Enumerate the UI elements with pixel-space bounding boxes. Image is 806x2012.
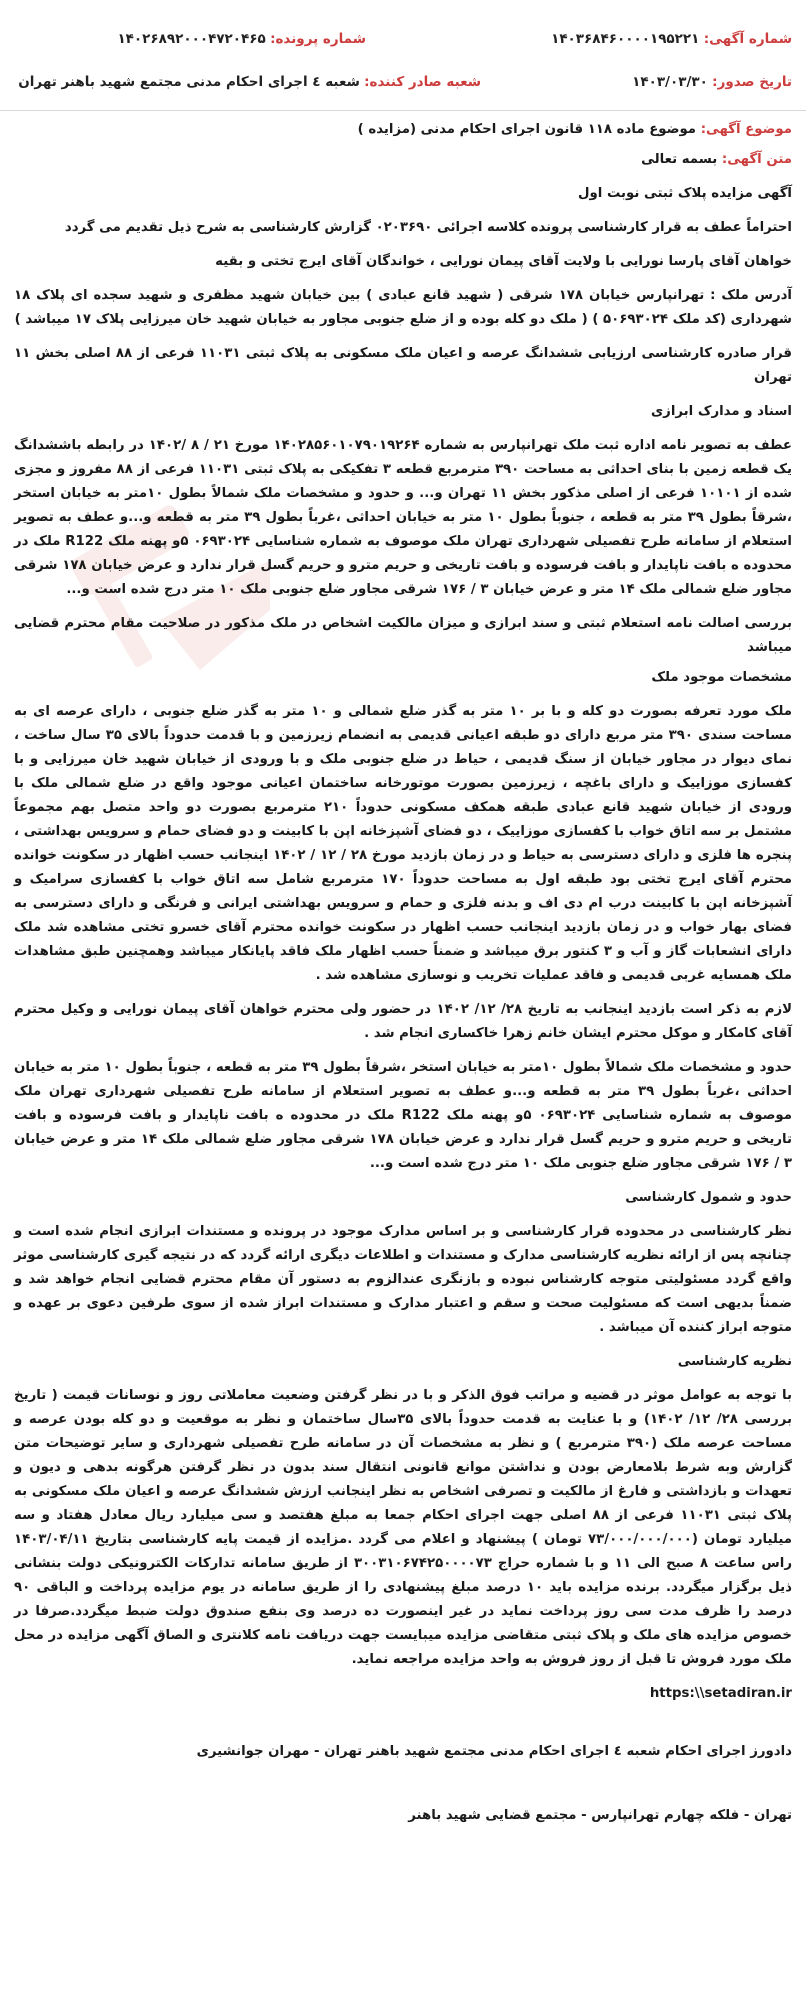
para-title: آگهی مزایده پلاک ثبتی نوبت اول: [577, 186, 792, 201]
text-label: متن آگهی:: [721, 152, 792, 167]
heading-property-specs: مشخصات موجود ملک: [651, 670, 792, 685]
notice-number-label: شماره آگهی:: [703, 31, 792, 47]
notice-number: ۱۴۰۳۶۸۴۶۰۰۰۰۱۹۵۲۲۱: [551, 31, 700, 47]
issue-date-label: تاریخ صدور:: [712, 74, 792, 90]
setadiran-link[interactable]: https:\\setadiran.ir: [649, 1686, 792, 1701]
para-property-specs: ملک مورد تعرفه بصورت دو کله و با بر ۱۰ متر به گذر ضلع شمالی و ۱۰ متر به گذر ضلع جنوبی ، دارای عرصه ای به مساحت سندی ۳۹۰ متر مربع دارای دو طبقه اعیانی قدیمی به انضمام زیرزمین و با قدمت حدوداً بالای ۳۵ سال ساخت ، نمای دیوار در مجاور خیابان از سنگ قدیمی ، حیاط در ضلع جنوبی ملک و با ورودی از خیابان شهید خان میرزایی و با کفسازی موزاییک و دارای باغچه ، زیرزمین بصورت موتورخانه ساختمان اعیانی موجود واقع در ضلع شمالی ملک با ورودی از خیابان شهید قانع عبادی طبقه همکف مسکونی حدوداً ۲۱۰ مترمربع بصورت دو واحد متصل بهم مجموعاً مشتمل بر سه اتاق خواب با کفسازی موزاییک ، دو فضای آشپزخانه اپن با کابینت و دو فضای حمام و سرویس بهداشتی ، پنجره ها فلزی و دارای دسترسی به حیاط و در زمان بازدید مورخ ۲۸ / ۱۲ / ۱۴۰۲ اینجانب حسب اظهار در سکونت خوانده محترم آقای ایرج تختی بود طبقه اول به مساحت حدوداً ۱۷۰ مترمربع شامل سه اتاق خواب با کفسازی سرامیک و آشپزخانه اپن با کابینت درب ام دی اف و بدنه فلزی و حمام و سرویس بهداشتی ایرانی و فرنگی و دارای دسترسی به فضای بهار خواب و در زمان بازدید اینجانب حسب اظهار در سکونت خوانده محترم آقای خسرو تختی مشاهده شد ملک دارای انشعابات گاز و آب و ۳ کنتور برق میباشد و ضمناً حسب اظهار ملک فاقد پایانکار میباشد وهمچنین طبق مشاهدات ملک همسایه غربی قدیمی و فاقد عملیات تخریب و نوسازی مشاهده شد .: [14, 704, 793, 983]
para-address: آدرس ملک : تهرانپارس خیابان ۱۷۸ شرقی ( شهید قانع عبادی ) بین خیابان شهید مظفری و شهید سجده ای پلاک ۱۸ شهرداری (کد ملک ۵۰۶۹۳۰۲۴ ) ( ملک دو کله بوده و از ضلع جنوبی مجاور به خیابان شهید خان میرزایی پلاک ۱۷ میباشد ): [14, 288, 792, 327]
text-intro: بسمه تعالی: [641, 152, 718, 167]
para-boundaries: حدود و مشخصات ملک شمالاً بطول ۱۰متر به خیابان استخر ،شرقاً بطول ۳۹ متر به قطعه ، جنوباً بطول ۱۰ متر به خیابان احداثی ،غرباً بطول ۳۹ متر به قطعه و...و عطف به تصویر استعلام از سامانه طرح تفصیلی شهرداری تهران ملک موصوف به شماره شناسایی ۰۶۹۳۰۲۴ ۵و پهنه ملک R122 ملک در محدوده ه بافت ناپایدار و بافت فرسوده و بافت تاریخی و حریم مترو و حریم گسل قرار ندارد و عرض خیابان ۱۷۸ شرقی مجاور ضلع شمالی ملک ۱۴ متر و عرض خیابان ۳ / ۱۷۶ شرقی مجاور ضلع جنوبی ملک ۱۰ متر درج شده است و...: [14, 1060, 793, 1171]
file-number-label: شماره پرونده:: [270, 31, 366, 47]
issuing-branch-label: شعبه صادر کننده:: [364, 74, 481, 90]
para-parties: خواهان آقای پارسا نورایی با ولایت آقای پیمان نورایی ، خواندگان آقای ایرج تختی و بقیه: [215, 254, 792, 269]
file-number: ۱۴۰۲۶۸۹۲۰۰۰۴۷۲۰۴۶۵: [117, 31, 266, 47]
issue-date-row: [632, 73, 792, 91]
notice-header: [0, 0, 806, 111]
issue-date: ۱۴۰۳/۰۳/۳۰: [632, 74, 708, 90]
para-authenticity: بررسی اصالت نامه استعلام ثبتی و سند ابرازی و میزان مالکیت اشخاص در ملک مذکور در صلاحیت مقام محترم قضایی میباشد: [14, 616, 792, 655]
para-opinion: با توجه به عوامل موثر در قضیه و مراتب فوق الذکر و با در نظر گرفتن وضعیت معاملاتی روز و نوسانات قیمت ( تاریخ بررسی ۲۸/ ۱۲/ ۱۴۰۲) و با عنایت به قدمت حدوداً بالای ۳۵سال ساختمان و نظر به موقعیت و دو کله بودن عرصه و مساحت عرصه ملک (۳۹۰ مترمربع ) و نظر به مشخصات آن در سامانه طرح تفصیلی شهرداری و سایر توضیحات متن گزارش وبه شرط بلامعارض بودن و نداشتن موانع قانونی انتقال سند بدون در نظر گرفتن هرگونه بدهی و دیون و تعهدات و بازداشتی و فارغ از مالکیت و تصرفی اشخاص به نظر اینجانب ارزش ششدانگ عرصه و اعیان ملک مسکونی به پلاک ثبتی ۱۱۰۳۱ فرعی از ۸۸ اصلی جهت اجرای احکام جمعا به مبلغ هفتصد و سی میلیارد ریال معادل هفتاد و سه میلیارد تومان (۷۳/۰۰۰/۰۰۰/۰۰۰ تومان ) پیشنهاد و اعلام می گردد .مزایده از قیمت پایه کارشناسی بتاریخ ۱۴۰۳/۰۴/۱۱ راس ساعت ۸ صبح الی ۱۱ و با شماره حراج ۳۰۰۳۱۰۶۷۴۲۵۰۰۰۰۷۳ از طریق سامانه تدارکات الکترونیکی دولت بنشانی ذیل برگزار میگردد. برنده مزایده باید ۱۰ درصد مبلغ پیشنهادی را از طریق سامانه در یوم مزایده پرداخت و الباقی ۹۰ درصد را ظرف مدت سی روز پرداخت نماید در غیر اینصورت ده درصد وی بنفع صندوق دولت ضبط میگردد.صرفا در خصوص مزایده های ملک و پلاک ثبتی متقاضی مزایده میبایست جهت دریافت نامه کلانتری و الصاق آگهی مزایده در محل ملک مورد فروش تا قبل از روز فروش به واحد مزایده مراجعه نماید.: [14, 1388, 793, 1667]
heading-documents: اسناد و مدارک ابرازی: [651, 404, 792, 419]
file-number-row: [117, 30, 366, 48]
signature: دادورز اجرای احکام شعبه ٤ اجرای احکام مدنی مجتمع شهید باهنر تهران - مهران جوانشیری: [196, 1744, 792, 1759]
issuing-branch: شعبه ٤ اجرای احکام مدنی مجتمع شهید باهنر تهران: [18, 74, 360, 90]
para-order: قرار صادره کارشناسی ارزیابی ششدانگ عرصه و اعیان ملک مسکونی به پلاک ثبتی ۱۱۰۳۱ فرعی از ۸۸ اصلی بخش ۱۱ تهران: [14, 346, 792, 385]
para-documents: عطف به تصویر نامه اداره ثبت ملک تهرانپارس به شماره ۱۴۰۲۸۵۶۰۱۰۷۹۰۱۹۲۶۴ مورخ ۲۱ / ۸ /۱۴۰۲ در رابطه باششدانگ یک قطعه زمین با بنای احداثی به مساحت ۳۹۰ مترمربع قطعه ۳ تفکیکی به پلاک ثبتی ۱۱۰۳۱ فرعی از ۸۸ مفروز و مجزی شده از ۱۰۱۰۱ فرعی از اصلی مذکور بخش ۱۱ تهران و... و حدود و مشخصات ملک شمالاً بطول ۱۰متر به خیابان استخر ،شرقاً بطول ۳۹ متر به قطعه ، جنوباً بطول ۱۰ متر به خیابان احداثی ،غرباً بطول ۳۹ متر به قطعه و...و عطف به تصویر استعلام از سامانه طرح تفصیلی شهرداری تهران ملک موصوف به شماره شناسایی ۰۶۹۳۰۲۴ ۵و پهنه ملک R122 ملک در محدوده ه بافت ناپایدار و بافت فرسوده و بافت تاریخی و حریم مترو و حریم گسل قرار ندارد و عرض خیابان ۱۷۸ شرقی مجاور ضلع شمالی ملک ۱۴ متر و عرض خیابان ۳ / ۱۷۶ شرقی مجاور ضلع جنوبی ملک ۱۰ متر درج شده است و...: [14, 438, 792, 597]
court-address: تهران - فلکه چهارم تهرانپارس - مجتمع قضایی شهید باهنر: [408, 1808, 792, 1823]
subject-label: موضوع آگهی:: [700, 122, 792, 137]
subject-text: موضوع ماده ۱۱۸ قانون اجرای احکام مدنی (مزایده ): [357, 122, 697, 137]
para-reference: احتراماً عطف به قرار کارشناسی پرونده کلاسه اجرائی ۰۲۰۳۶۹۰ گزارش کارشناسی به شرح ذیل تقدیم می گردد: [64, 220, 792, 235]
heading-opinion: نظریه کارشناسی: [677, 1354, 792, 1369]
issuing-branch-row: [18, 73, 481, 91]
notice-body: [14, 118, 792, 1834]
para-scope: نظر کارشناسی در محدوده قرار کارشناسی و بر اساس مدارک موجود در پرونده و مستندات ابرازی انجام شده است و چنانچه پس از ارائه نظریه کارشناسی مدارک و مستندات و اطلاعات دیگری ارائه گردد که در نتیجه گیری کارشناسی موثر واقع گردد مسئولیتی متوجه کارشناس نبوده و بازنگری عندالزوم به دستور آن مقام محترم قضایی انجام خواهد شد و ضمناً بدیهی است که مسئولیت صحت و سقم و اعتبار مدارک و مستندات ابراز شده از سوی طرفین دعوی بر عهده و متوجه ابراز کننده آن میباشد .: [14, 1224, 792, 1335]
text-intro-row: [14, 148, 792, 172]
para-visit: لازم به ذکر است بازدید اینجانب به تاریخ ۲۸/ ۱۲/ ۱۴۰۲ در حضور ولی محترم خواهان آقای پیمان نورایی و وکیل محترم آقای کامکار و موکل محترم ایشان خانم زهرا خاکساری انجام شد .: [14, 1002, 793, 1041]
notice-number-row: [551, 30, 792, 48]
subject-row: [14, 118, 792, 142]
heading-scope: حدود و شمول کارشناسی: [625, 1190, 792, 1205]
